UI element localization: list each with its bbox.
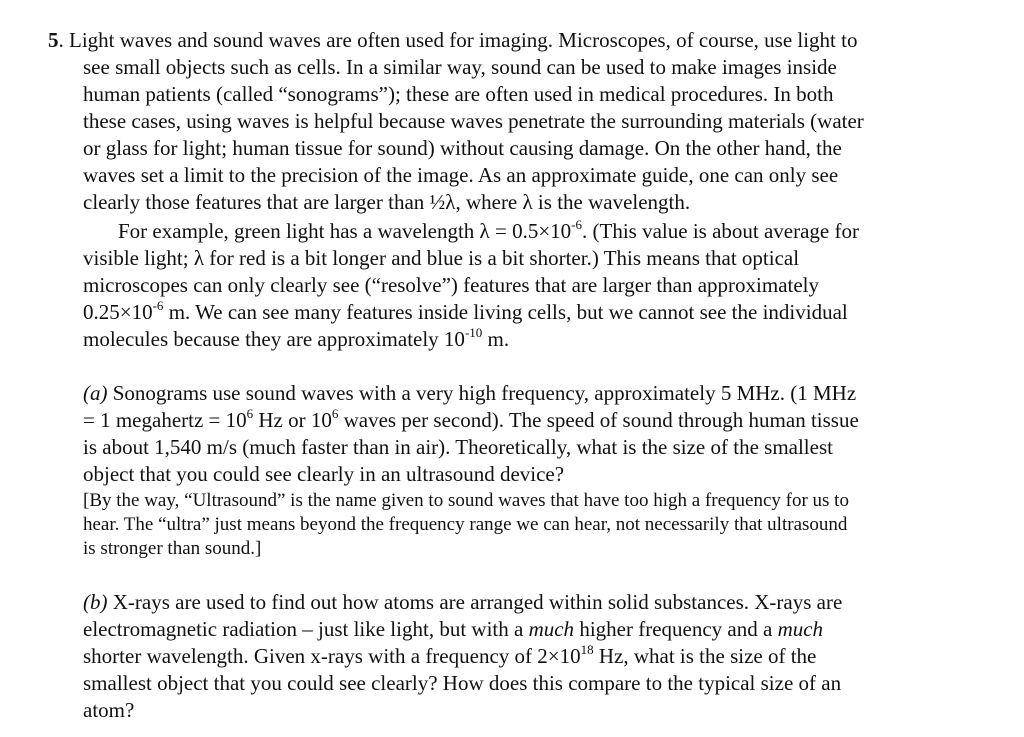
intro-line-7: clearly those features that are larger than ½λ, where λ is the wavelength. — [83, 190, 691, 214]
part-b-label: (b) — [83, 590, 108, 614]
part-b-line-1: (b) X-rays are used to find out how atoms are arranged within solid substances. X-rays are — [83, 590, 843, 614]
example-line-2: visible light; λ for red is a bit longer and blue is a bit shorter.) This means that optical — [83, 246, 800, 270]
part-b-line-3: shorter wavelength. Given x-rays with a frequency of $2\times 10^{18}$ Hz, what is the size of the — [83, 642, 817, 668]
example-line-5: molecules because they are approximately $10^{-10}$ m. — [83, 325, 510, 351]
part-a-line-4: object that you could see clearly in an ultrasound device? — [83, 462, 565, 486]
part-b-line-4: smallest object that you could see clearly? How does this compare to the typical size of an — [83, 671, 842, 695]
part-a-line-1: (a) Sonograms use sound waves with a very high frequency, approximately 5 MHz. (1 MHz — [83, 381, 857, 405]
part-a-note-line-1: [By the way, “Ultrasound” is the name given to sound waves that have too high a frequency for us to — [83, 490, 849, 511]
part-b-line-5: atom? — [83, 698, 135, 722]
intro-line-3: human patients (called “sonograms”); these are often used in medical procedures. In both — [83, 82, 834, 106]
example-line-4: $0.25\times 10^{-6}$ m. We can see many features inside living cells, but we cannot see the individual — [83, 298, 848, 324]
example-line-3: microscopes can only clearly see (“resolve”) features that are larger than approximately — [83, 273, 820, 297]
part-b-line-2: electromagnetic radiation – just like light, but with a much higher frequency and a much — [83, 617, 824, 641]
part-a-line-2: = 1 megahertz = $10^6$ Hz or $10^6$ waves per second). The speed of sound through human tissue — [83, 406, 859, 432]
example-line-1: For example, green light has a wavelength $\lambda = 0.5\times 10^{-6}$. (This value is about average for — [118, 217, 859, 243]
part-a-label: (a) — [83, 381, 108, 405]
part-a-note-line-3: is stronger than sound.] — [83, 538, 262, 559]
problem-number: 5 — [48, 28, 59, 52]
problem-first-line — [48, 27, 857, 54]
part-a-note-line-2: hear. The “ultra” just means beyond the frequency range we can hear, not necessarily that ultrasound — [83, 514, 848, 535]
intro-line-5: or glass for light; human tissue for sound) without causing damage. On the other hand, the — [83, 136, 842, 160]
intro-line-2: see small objects such as cells. In a similar way, sound can be used to make images inside — [83, 55, 837, 79]
intro-line-4: these cases, using waves is helpful because waves penetrate the surrounding materials (water — [83, 109, 864, 133]
intro-line-1: Light waves and sound waves are often used for imaging. Microscopes, of course, use light to — [69, 28, 858, 52]
problem-number-period: . — [58, 28, 69, 52]
intro-line-6: waves set a limit to the precision of the image. As an approximate guide, one can only see — [83, 163, 839, 187]
part-a-line-3: is about 1,540 m/s (much faster than in air). Theoretically, what is the size of the smallest — [83, 435, 833, 459]
